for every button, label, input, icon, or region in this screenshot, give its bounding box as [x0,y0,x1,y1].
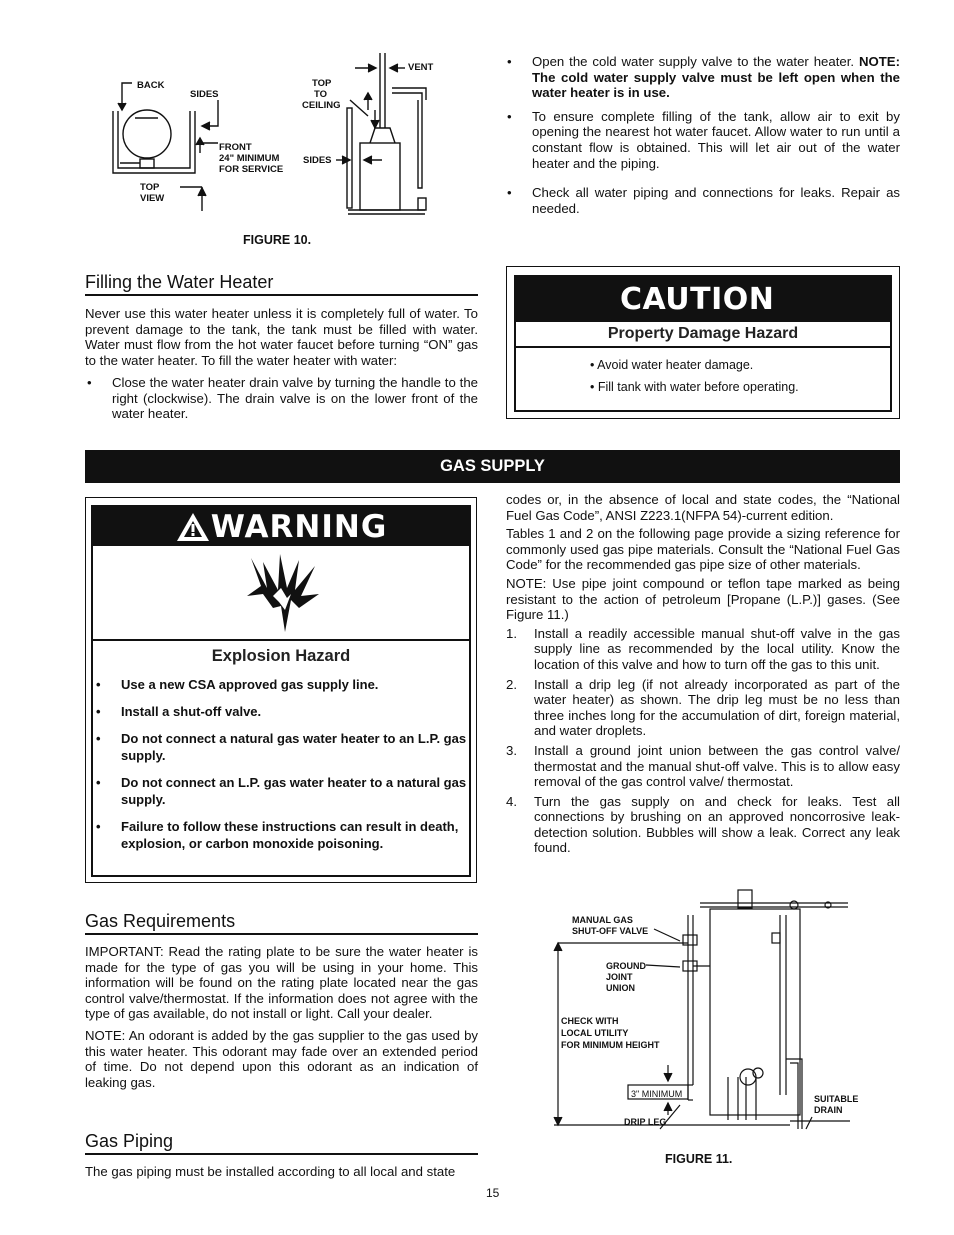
label-check-with: CHECK WITH [561,1016,619,1026]
label-local-utility: LOCAL UTILITY [561,1028,629,1038]
label-sides-right: SIDES [303,155,332,166]
step-text: Install a readily accessible manual shut-off valve in the gas supply line as recommended by the local utility. Know the location of this valve and how to turn off the gas to this unit. [534,625,900,672]
list-item: • Do not connect a natural gas water heater to an L.P. gas supply. [93,730,469,764]
warning-subtitle: Explosion Hazard [211,647,351,665]
page-number: 15 [486,1186,500,1200]
list-item [506,794,900,856]
bullet-text: Open the cold water supply valve to the water heater. [532,54,855,69]
figure-10-caption: FIGURE 10. [243,233,312,247]
list-item [506,626,900,673]
list-item: • Install a shut-off valve. [93,703,469,720]
step-text: Install a drip leg (if not already incorporated as part of the water heater) as shown. The drip leg must be no less than three inches long for the accumulation of dirt, foreign material, and water droplets. [534,676,900,739]
bullet-text: Check all water piping and connections for leaks. Repair as needed. [532,185,900,216]
label-drain: DRAIN [814,1105,843,1115]
label-sides-top: SIDES [190,89,219,100]
paragraph: IMPORTANT: Read the rating plate to be sure the water heater is made for the type of gas you will be using in your home. This information will be found on the rating plate located near the gas control valve/thermostat. If the information does not agree with the type of gas available, do not install or light. Call your dealer. [85,944,478,1022]
label-3-minimum: 3" MINIMUM [631,1089,683,1099]
gas-piping-rule [85,1153,478,1155]
label-minimum-height: FOR MINIMUM HEIGHT [561,1040,660,1050]
label-vent: VENT [408,62,434,73]
label-back: BACK [137,80,165,91]
paragraph: NOTE: An odorant is added by the gas supplier to the gas used by this water heater. This odorant may fade over an extended period of time. Do not depend upon this odorant as an indication of leaking gas. [85,1027,478,1090]
gas-requirements-heading: Gas Requirements [85,911,236,931]
list-item [505,185,900,216]
label-shut-off-valve: SHUT-OFF VALVE [572,926,649,936]
step-number: 4. [506,793,517,809]
caution-inner-frame [514,275,892,412]
warning-box [85,497,477,883]
label-ground: GROUND [606,961,646,971]
list-item [506,677,900,739]
paragraph: Tables 1 and 2 on the following page provide a sizing reference for commonly used gas pipe materials. Consult the “National Fuel Gas Code” for the recommended gas pipe size of other materials. [506,526,900,573]
caution-item: • Fill tank with water before operating. [590,380,799,394]
warning-title: WARNING [210,508,388,545]
label-for-service: FOR SERVICE [219,164,284,175]
label-top-ceiling-1: TOP [312,78,332,89]
gas-requirements-text [85,944,478,1090]
list-item: • Do not connect an L.P. gas water heater to a natural gas supply. [93,774,469,808]
list-item: • Close the water heater drain valve by turning the handle to the right (clockwise). The drain valve is on the lower front of the water heater. [85,375,478,422]
list-item: • Failure to follow these instructions can result in death, explosion, or carbon monoxide poisoning. [93,818,469,852]
list-item [505,54,900,101]
explosion-symbol-area [93,546,469,641]
caution-subtitle: Property Damage Hazard [516,322,890,348]
list-item [505,109,900,171]
paragraph: codes or, in the absence of local and state codes, the “National Fuel Gas Code”, ANSI Z223.1(NFPA 54)-current edition. [506,492,900,523]
fill-steps-list [505,54,900,225]
label-top-view-1: TOP [140,182,160,193]
bullet-note: NOTE: The cold water supply valve must be left open when the water heater is in use. [532,54,900,101]
gas-supply-banner [85,450,900,483]
gas-supply-text [506,492,900,860]
step-text: Install a ground joint union between the gas control valve/ thermostat and the manual shut-off valve. This is to allow easy removal of the gas control valve/ thermostat. [534,742,900,790]
paragraph: NOTE: Use pipe joint compound or teflon tape marked as being resistant to the action of petroleum [Propane (L.P.)] gases. (See Figure 11.) [506,575,900,623]
list-item: • Use a new CSA approved gas supply line. [93,676,469,693]
label-24-minimum: 24" MINIMUM [219,153,280,164]
caution-item: • Avoid water heater damage. [590,358,754,372]
label-joint: JOINT [606,972,633,982]
filling-heading: Filling the Water Heater [85,272,274,292]
label-suitable: SUITABLE [814,1094,859,1104]
step-number: 3. [506,742,517,758]
label-manual-gas: MANUAL GAS [572,915,633,925]
step-text: Turn the gas supply on and check for leaks. Test all connections by brushing on an approved noncorrosive leak-detection solution. Bubbles will show a leak. Correct any leak found. [534,793,900,856]
step-number: 1. [506,625,517,641]
filling-bullet-list [85,375,478,431]
label-top-ceiling-3: CEILING [302,100,341,111]
label-top-view-2: VIEW [140,193,165,204]
filling-paragraph: Never use this water heater unless it is completely full of water. To prevent damage to the tank, the tank must be filled with water. Water must flow from the hot water faucet before turning “ON” gas to the water heater. To fill the water heater with water: [85,306,478,368]
label-front: FRONT [219,142,252,153]
figure-11-caption: FIGURE 11. [665,1152,733,1166]
warning-list [93,676,469,852]
warning-title-bar [93,507,469,546]
explosion-icon [233,550,333,635]
label-top-ceiling-2: TO [314,89,328,100]
caution-box [506,266,900,419]
gas-piping-heading: Gas Piping [85,1131,174,1151]
bullet-text: To ensure complete filling of the tank, allow air to exit by opening the nearest hot water faucet. Allow water to run until a constant flow is obtained. This will let air out of the water heater and the piping. [532,108,900,171]
caution-title: CAUTION [516,277,890,322]
label-drip-leg: DRIP LEG [624,1117,667,1127]
gas-piping-text: The gas piping must be installed according to all local and state [85,1164,456,1179]
gas-supply-title: GAS SUPPLY [440,457,545,475]
gas-steps-list [506,626,900,856]
step-number: 2. [506,676,517,692]
gas-requirements-rule [85,933,478,935]
label-union: UNION [606,983,635,993]
warning-inner-frame [91,505,471,877]
warning-triangle-icon [175,511,211,543]
list-item [506,743,900,790]
filling-heading-rule [85,294,478,296]
